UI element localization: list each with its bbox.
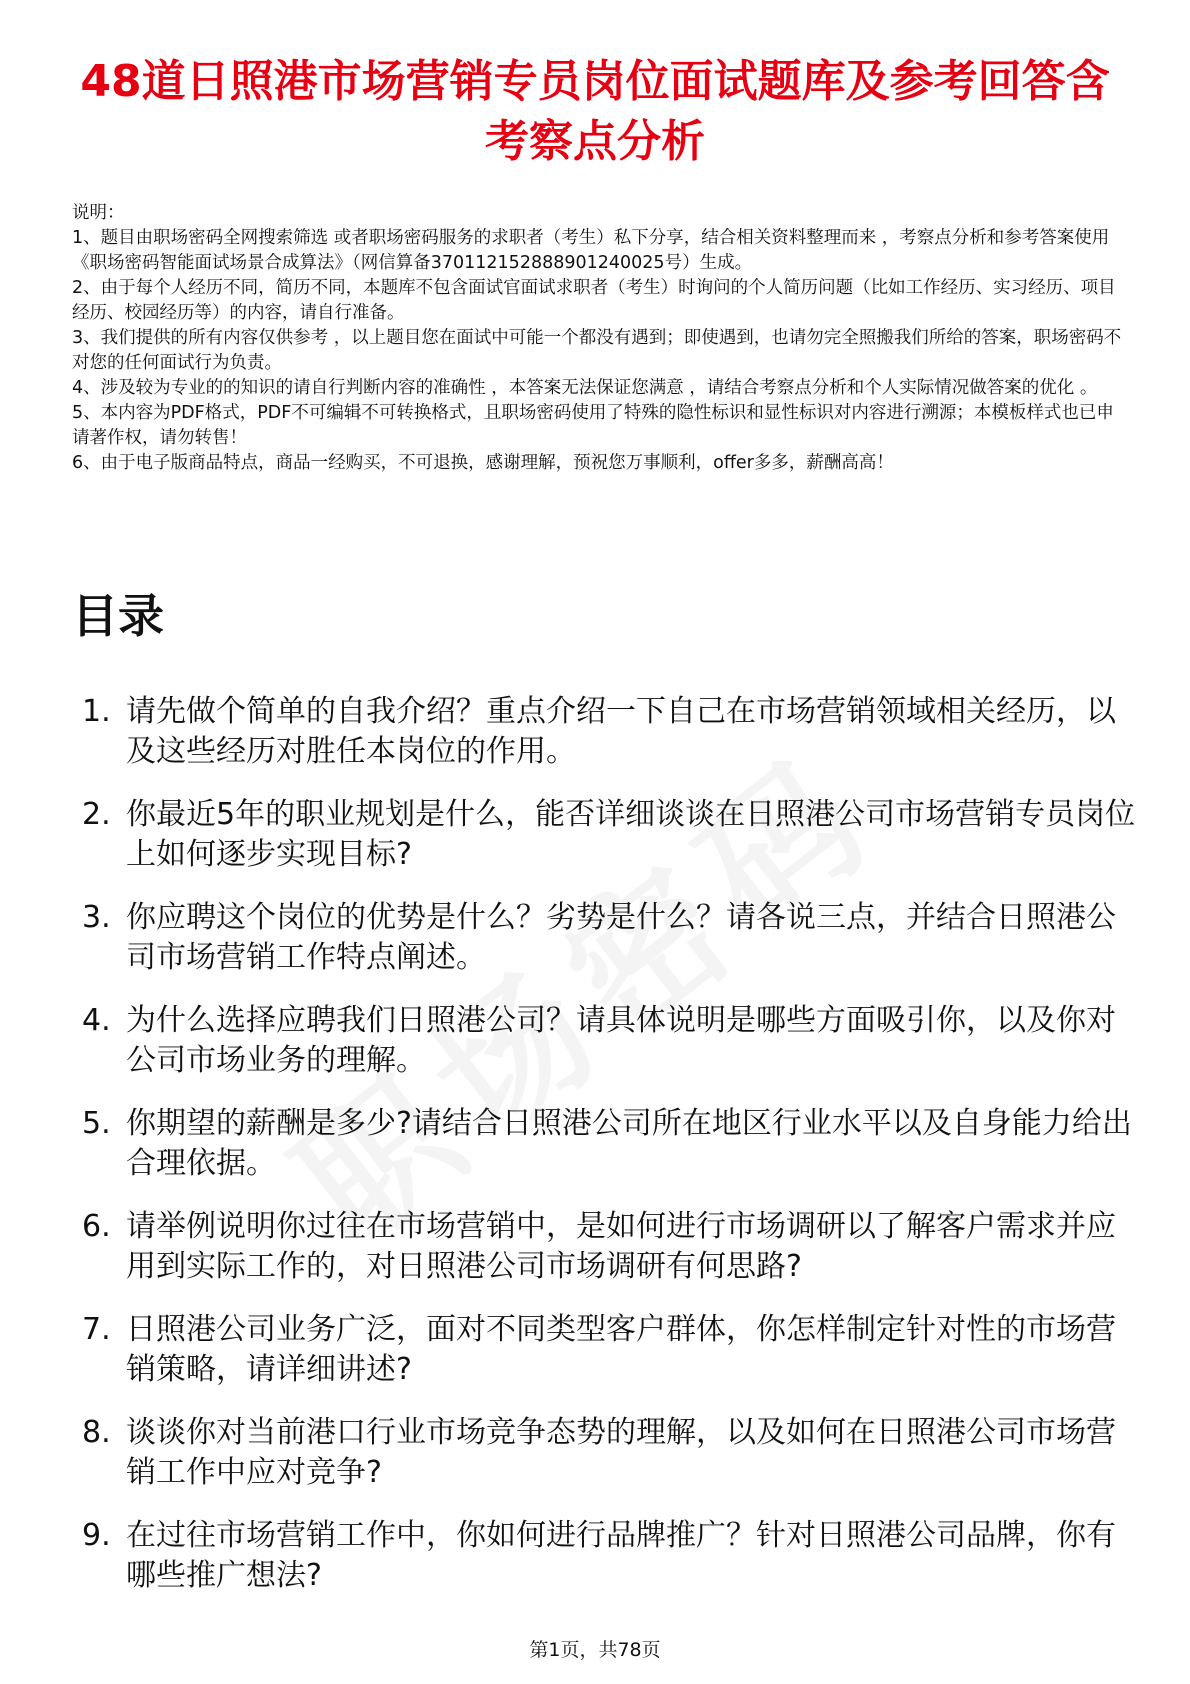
document-title: 48道日照港市场营销专员岗位面试题库及参考回答含考察点分析 bbox=[80, 56, 1110, 167]
note-item: 1、题目由职场密码全网搜索筛选 或者职场密码服务的求职者（考生）私下分享，结合相关资料整理而来 ，考察点分析和参考答案使用《职场密码智能面试场景合成算法》（网信算备370112152888901240025号）生成。 bbox=[72, 228, 1110, 273]
question-number: 9. bbox=[82, 1518, 111, 1553]
question-number: 5. bbox=[82, 1106, 111, 1141]
question-item bbox=[72, 1516, 1142, 1596]
question-item bbox=[72, 1104, 1142, 1184]
question-text: 谈谈你对当前港口行业市场竞争态势的理解，以及如何在日照港公司市场营销工作中应对竞争? bbox=[126, 1415, 1116, 1490]
question-text: 你最近5年的职业规划是什么，能否详细谈谈在日照港公司市场营销专员岗位上如何逐步实现目标? bbox=[126, 797, 1136, 872]
question-text: 你应聘这个岗位的优势是什么？劣势是什么？请各说三点，并结合日照港公司市场营销工作特点阐述。 bbox=[126, 900, 1116, 975]
question-list bbox=[72, 692, 1142, 1619]
question-text: 日照港公司业务广泛，面对不同类型客户群体，你怎样制定针对性的市场营销策略，请详细讲述? bbox=[126, 1312, 1116, 1387]
note-item: 5、本内容为PDF格式，PDF不可编辑不可转换格式，且职场密码使用了特殊的隐性标识和显性标识对内容进行溯源；本模板样式也已申请著作权，请勿转售！ bbox=[72, 403, 1114, 448]
question-item bbox=[72, 1207, 1142, 1287]
toc-heading: 目录 bbox=[72, 589, 164, 643]
question-text: 为什么选择应聘我们日照港公司？请具体说明是哪些方面吸引你，以及你对公司市场业务的理解。 bbox=[126, 1003, 1116, 1078]
question-text: 请先做个简单的自我介绍？重点介绍一下自己在市场营销领域相关经历，以及这些经历对胜任本岗位的作用。 bbox=[126, 694, 1116, 769]
question-item bbox=[72, 1413, 1142, 1493]
note-item: 2、由于每个人经历不同，简历不同，本题库不包含面试官面试求职者（考生）时询问的个人简历问题（比如工作经历、实习经历、项目经历、校园经历等）的内容，请自行准备。 bbox=[72, 278, 1116, 323]
question-item bbox=[72, 898, 1142, 978]
notes-section bbox=[72, 201, 1124, 476]
question-text: 在过往市场营销工作中，你如何进行品牌推广？针对日照港公司品牌，你有哪些推广想法? bbox=[126, 1518, 1116, 1593]
notes-heading: 说明： bbox=[72, 203, 125, 223]
question-number: 7. bbox=[82, 1312, 111, 1347]
note-item: 4、涉及较为专业的的知识的请自行判断内容的准确性 ，本答案无法保证您满意 ，请结合考察点分析和个人实际情况做答案的优化 。 bbox=[72, 378, 1098, 398]
question-number: 4. bbox=[82, 1003, 111, 1038]
question-number: 1. bbox=[82, 694, 111, 729]
question-item bbox=[72, 1310, 1142, 1390]
question-text: 请举例说明你过往在市场营销中，是如何进行市场调研以了解客户需求并应用到实际工作的，对日照港公司市场调研有何思路? bbox=[126, 1209, 1116, 1284]
question-item bbox=[72, 692, 1142, 772]
question-number: 3. bbox=[82, 900, 111, 935]
question-number: 2. bbox=[82, 797, 111, 832]
question-number: 6. bbox=[82, 1209, 111, 1244]
note-item: 6、由于电子版商品特点，商品一经购买，不可退换，感谢理解，预祝您万事顺利，offer多多，薪酬高高！ bbox=[72, 453, 894, 473]
page-footer: 第1页，共78页 bbox=[529, 1639, 661, 1661]
question-item bbox=[72, 1001, 1142, 1081]
question-number: 8. bbox=[82, 1415, 111, 1450]
question-text: 你期望的薪酬是多少?请结合日照港公司所在地区行业水平以及自身能力给出合理依据。 bbox=[126, 1106, 1132, 1181]
question-item bbox=[72, 795, 1142, 875]
note-item: 3、我们提供的所有内容仅供参考 ，以上题目您在面试中可能一个都没有遇到；即使遇到，也请勿完全照搬我们所给的答案，职场密码不对您的任何面试行为负责。 bbox=[72, 328, 1122, 373]
